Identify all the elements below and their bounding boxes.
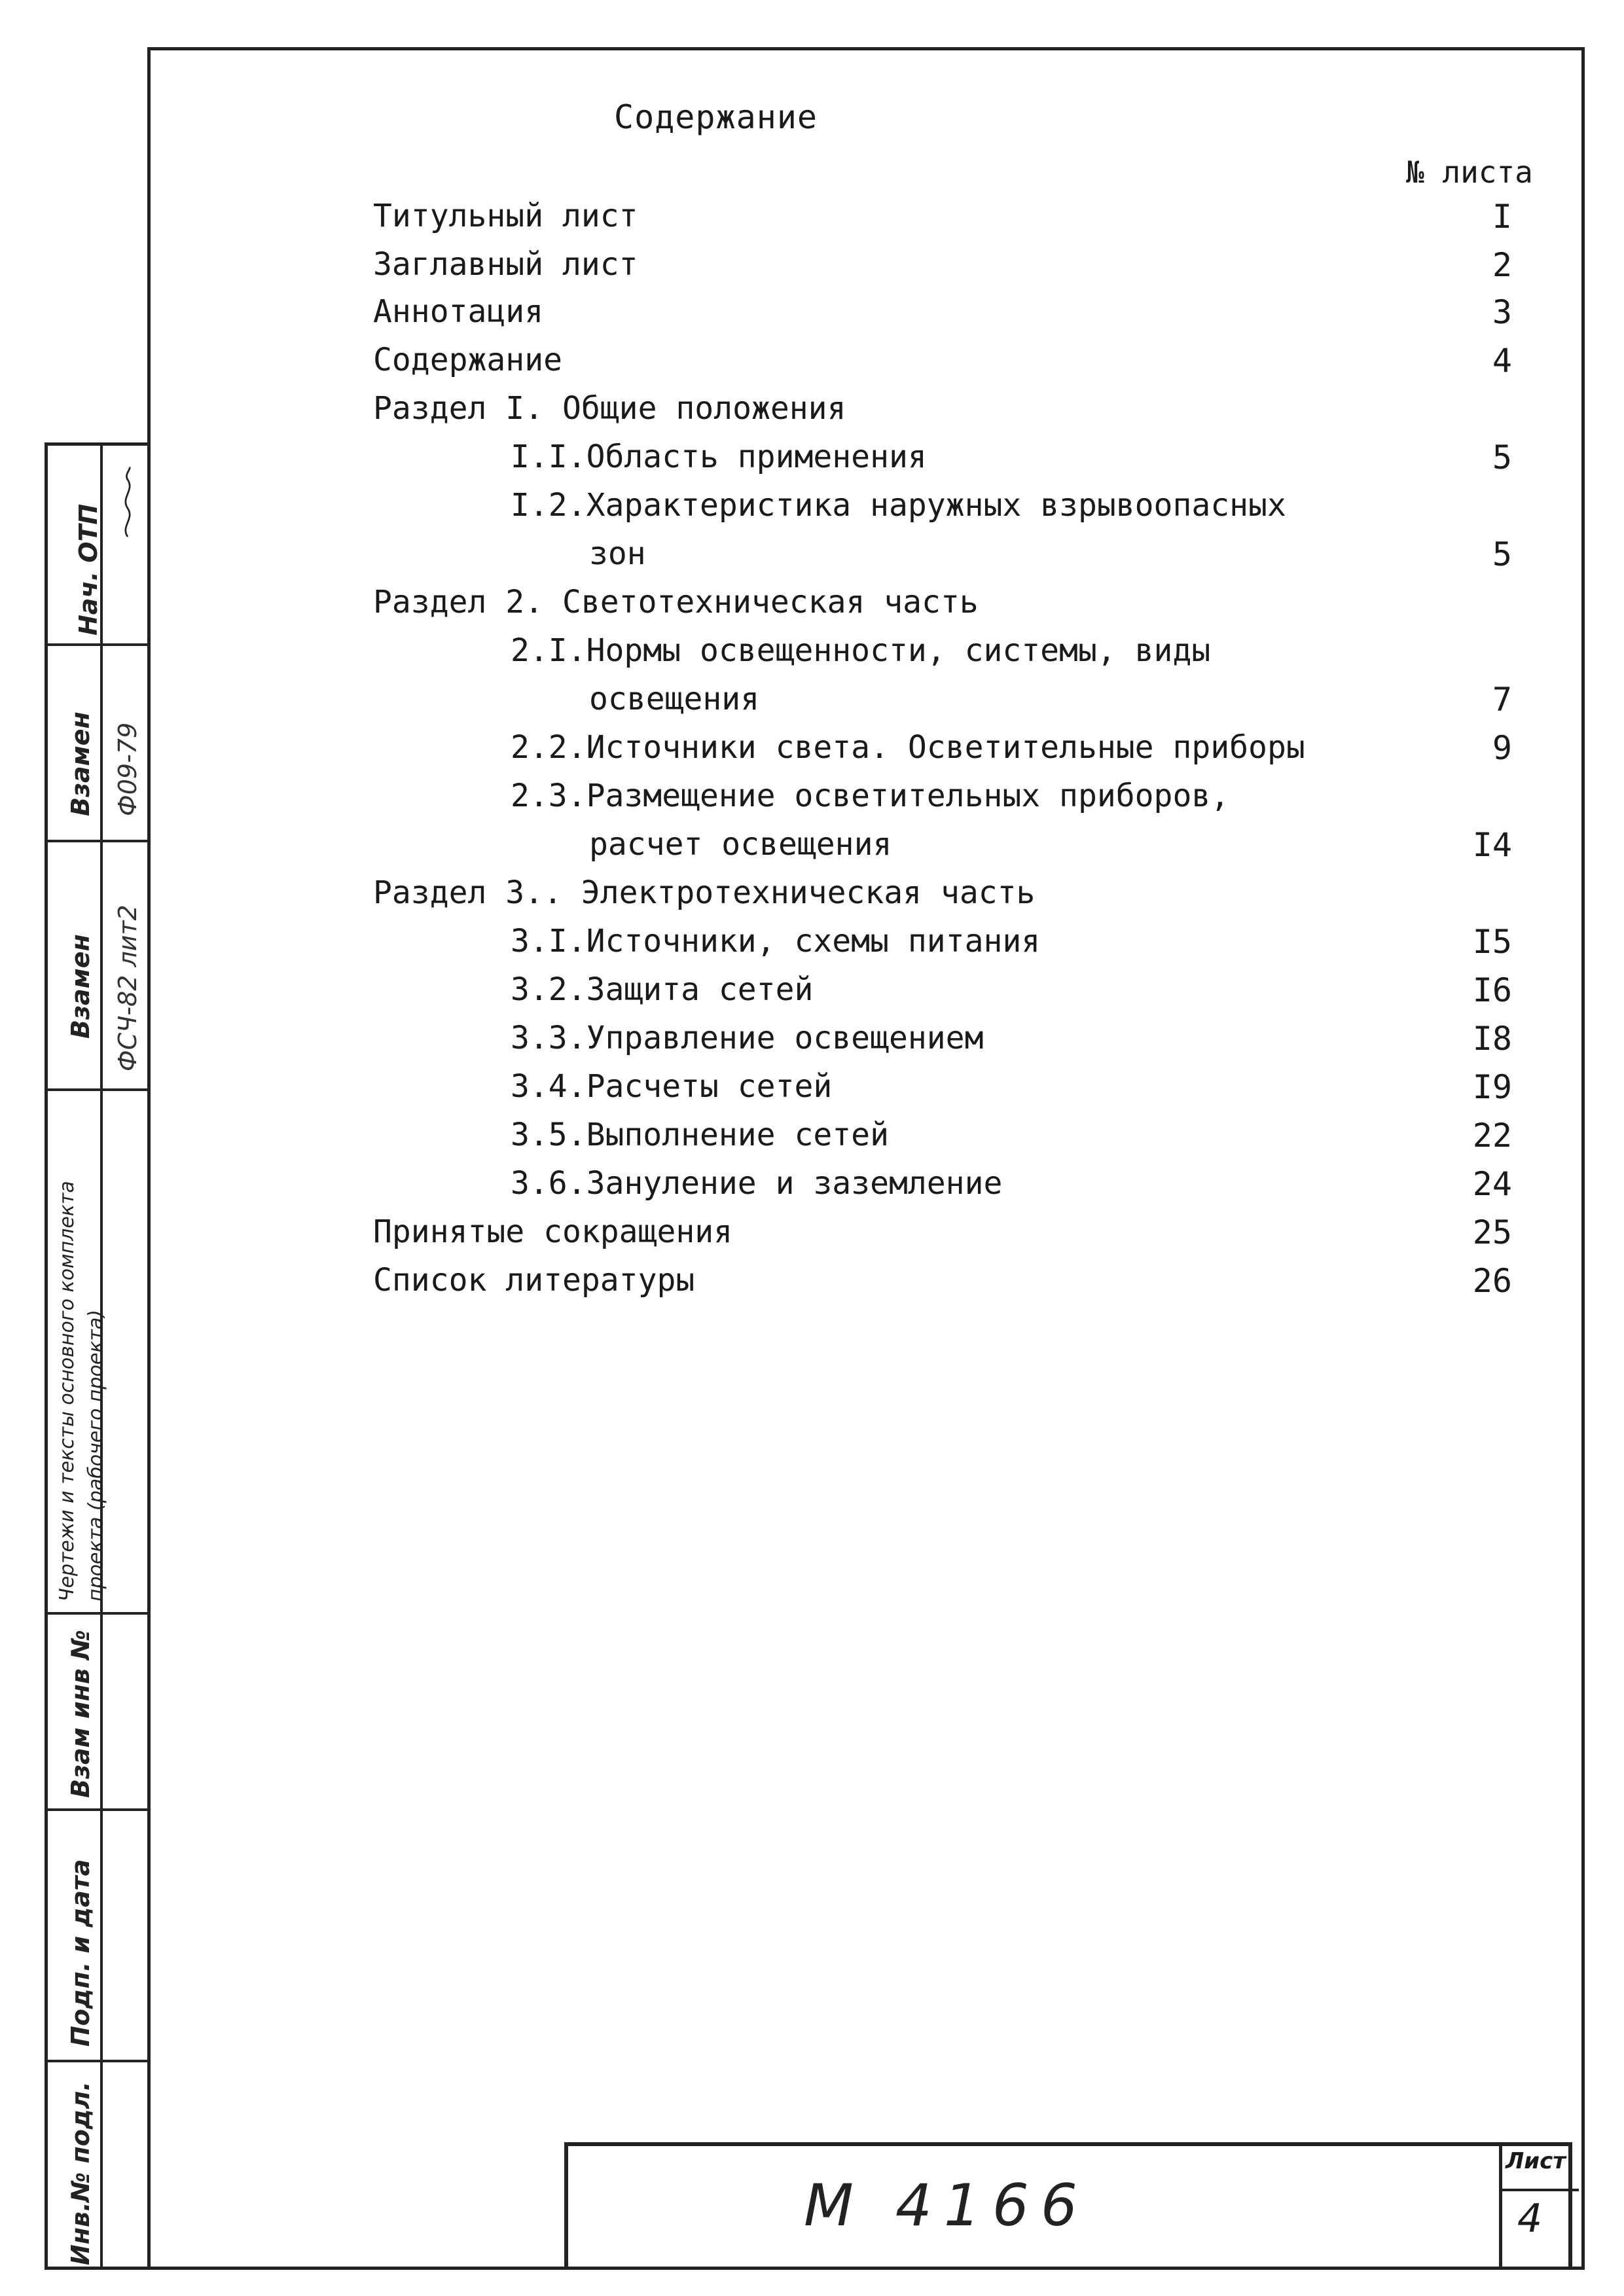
toc-page-number: 5	[1492, 535, 1512, 573]
toc-entry-continuation: освещения	[589, 681, 760, 717]
sheet-label: Лист	[1506, 2148, 1566, 2174]
toc-entry: 2.3.Размещение осветительных приборов,	[511, 778, 1230, 814]
toc-entry: Содержание	[373, 342, 562, 378]
toc-entry: 2.2.Источники света. Осветительные приборы	[511, 729, 1305, 766]
sidebar-cell-replaced-2	[48, 842, 151, 1091]
document-code: М 4166	[804, 2172, 1089, 2239]
toc-page-number: 22	[1472, 1117, 1512, 1155]
sidebar-cell-label: Инв.№ подл.	[66, 2081, 95, 2265]
toc-entry-continuation: расчет освещения	[589, 826, 892, 863]
toc-entry: 2.I.Нормы освещенности, системы, виды	[511, 632, 1211, 669]
sidebar-cell-drawings	[48, 1091, 151, 1615]
toc-entry: 3.I.Источники, схемы питания	[511, 923, 1041, 960]
toc-page-number: 3	[1492, 293, 1512, 331]
toc-page-number: 7	[1492, 681, 1512, 719]
toc-page-number: I4	[1472, 826, 1512, 864]
sidebar-cell-inv-original	[48, 2062, 151, 2273]
toc-section-heading: Раздел 2. Светотехническая часть	[373, 584, 979, 620]
toc-page-number: 24	[1472, 1165, 1512, 1203]
toc-entry: Титульный лист	[373, 198, 638, 234]
page-title: Содержание	[614, 98, 818, 136]
sidebar-cell-label: Взамен	[66, 711, 95, 816]
sidebar-cell-value: Ф09-79	[113, 722, 142, 816]
toc-entry: Аннотация	[373, 293, 544, 330]
toc-entry: Заглавный лист	[373, 246, 638, 283]
sheet-box-divider	[1499, 2189, 1579, 2191]
sidebar-cell-label: Нач. ОТП	[74, 503, 103, 636]
toc-page-number: 9	[1492, 729, 1512, 767]
sidebar-cell-value: ФСЧ-82 лит2	[113, 905, 142, 1071]
toc-entry: Принятые сокращения	[373, 1213, 733, 1250]
toc-page-number: 2	[1492, 246, 1512, 284]
toc-page-number: I6	[1472, 971, 1512, 1009]
toc-page-number: 26	[1472, 1262, 1512, 1300]
toc-entry: I.I.Область применения	[511, 439, 927, 475]
sidebar-cell-sign-date	[48, 1811, 151, 2062]
toc-entry: 3.5.Выполнение сетей	[511, 1117, 889, 1153]
toc-entry: 3.4.Расчеты сетей	[511, 1068, 833, 1105]
sidebar-cell-label: Подп. и дата	[66, 1859, 95, 2047]
signature-icon	[108, 465, 147, 544]
sheet-column-header: № листа	[1406, 154, 1533, 190]
toc-section-heading: Раздел I. Общие положения	[373, 390, 846, 427]
sidebar-cell-label: Чертежи и тексты основного комплекта проекта (рабочего проекта)	[56, 1181, 107, 1602]
toc-page-number: I5	[1472, 923, 1512, 961]
toc-section-heading: Раздел 3.. Электротехническая часть	[373, 874, 1036, 911]
toc-entry: 3.2.Защита сетей	[511, 971, 814, 1008]
toc-entry: Список литературы	[373, 1262, 695, 1299]
toc-entry: 3.6.Зануление и заземление	[511, 1165, 1003, 1202]
toc-page-number: 4	[1492, 342, 1512, 380]
toc-page-number: I	[1492, 198, 1512, 236]
toc-page-number: I9	[1472, 1068, 1512, 1106]
sidebar-cell-head-otp	[48, 446, 151, 646]
sidebar-stamp-column	[45, 442, 151, 2270]
sidebar-cell-replaced	[48, 646, 151, 842]
sheet-number: 4	[1517, 2196, 1543, 2242]
page-frame	[147, 47, 1585, 2270]
sidebar-cell-replaces-inv	[48, 1615, 151, 1811]
toc-page-number: 25	[1472, 1213, 1512, 1251]
toc-entry: 3.3.Управление освещением	[511, 1020, 984, 1056]
sidebar-cell-label: Взам инв №	[66, 1630, 95, 1798]
toc-page-number: 5	[1492, 439, 1512, 476]
sidebar-cell-label: Взамен	[66, 934, 95, 1039]
toc-page-number: I8	[1472, 1020, 1512, 1058]
toc-entry-continuation: зон	[589, 535, 646, 572]
toc-entry: I.2.Характеристика наружных взрывоопасных	[511, 487, 1286, 524]
